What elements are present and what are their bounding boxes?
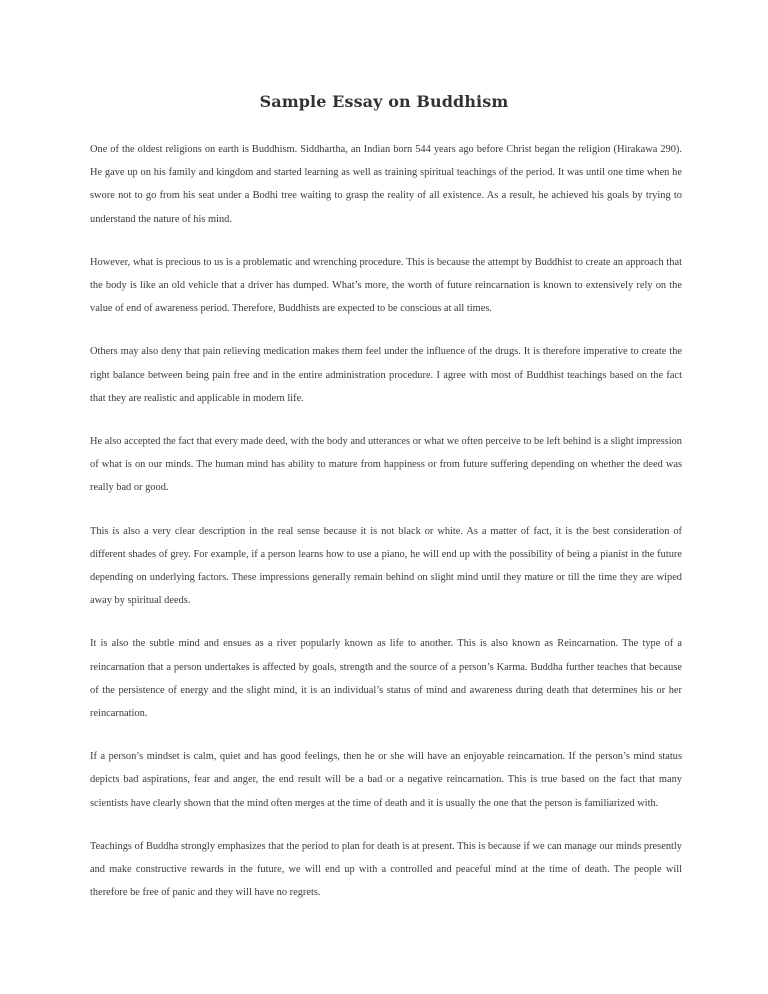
paragraph: Teachings of Buddha strongly emphasizes that the period to plan for death is at present. This is because if we can manage our minds presently and make constructive rewards in the future, we will end up with a controlled and peaceful mind at the time of death. The people will therefore be free of panic and they will have no regrets. bbox=[90, 840, 682, 899]
paragraph: It is also the subtle mind and ensues as a river popularly known as life to another. This is also known as Reincarnation. The type of a reincarnation that a person undertakes is affected by goals, strength and the source of a person’s Karma. Buddha further teaches that because of the persistence of energy and the slight mind, it is an individual’s status of mind and awareness during death that determines his or her reincarnation. bbox=[90, 638, 682, 720]
paragraph: One of the oldest religions on earth is Buddhism. Siddhartha, an Indian born 544 years ago before Christ began the religion (Hirakawa 290). He gave up on his family and kingdom and started learning as well as training spiritual teachings of the period. It was until one time when he swore not to go from his seat under a Bodhi tree waiting to grasp the reality of all existence. As a result, he achieved his goals by trying to understand the nature of his mind. bbox=[90, 144, 682, 225]
paragraph: Others may also deny that pain relieving medication makes them feel under the influence of the drugs. It is therefore imperative to create the right balance between being pain free and in the entire administration procedure. I agree with most of Buddhist teachings based on the fact that they are realistic and applicable in modern life. bbox=[90, 346, 682, 404]
paragraph: However, what is precious to us is a problematic and wrenching procedure. This is because the attempt by Buddhist to create an approach that the body is like an old vehicle that a driver has dumped. What’s more, the worth of future reincarnation is known to extensively rely on the value of end of awareness period. Therefore, Buddhists are expected to be conscious at all times. bbox=[90, 256, 682, 315]
essay-body bbox=[90, 138, 682, 924]
page-title: Sample Essay on Buddhism bbox=[259, 92, 509, 111]
paragraph: He also accepted the fact that every made deed, with the body and utterances or what we often perceive to be left behind is a slight impression of what is on our minds. The human mind has ability to mature from happiness or from future suffering depending on whether the deed was really bad or good. bbox=[90, 436, 682, 494]
paragraph: This is also a very clear description in the real sense because it is not black or white. As a matter of fact, it is the best consideration of different shades of grey. For example, if a person learns how to use a piano, he will end up with the possibility of being a pianist in the future depending on underlying factors. These impressions generally remain behind on slight mind until they mature or till the time they are wiped away by spiritual deeds. bbox=[90, 525, 682, 607]
paragraph: If a person’s mindset is calm, quiet and has good feelings, then he or she will have an enjoyable reincarnation. If the person’s mind status depicts bad aspirations, fear and anger, the end result will be a bad or a negative reincarnation. This is true based on the fact that many scientists have clearly shown that the mind often merges at the time of death and it is usually the one that the person is familiarized with. bbox=[90, 751, 682, 809]
